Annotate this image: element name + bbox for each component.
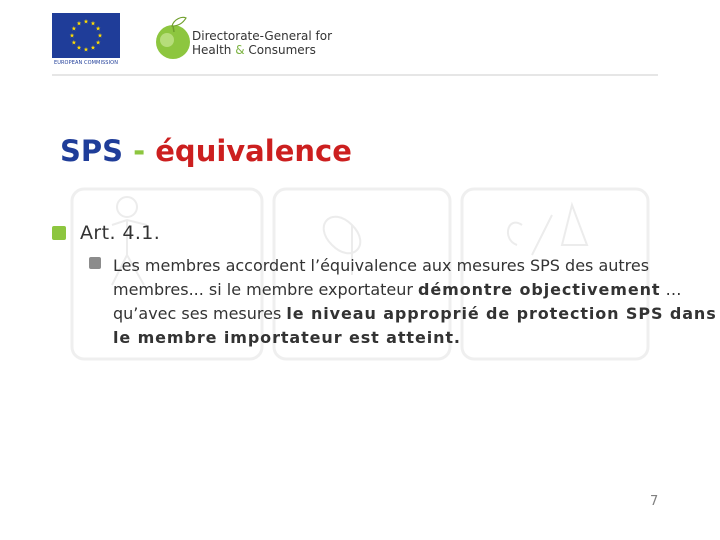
bullet-equivalence-text (113, 254, 718, 350)
bullet-square-icon (52, 226, 66, 240)
dg-logo-consumers: Consumers (248, 43, 316, 57)
text-part2: … qu’avec ses mesures (113, 280, 682, 323)
page-number: 7 (650, 494, 659, 509)
text-part1: Les membres accordent l’équivalence aux mesures SPS des autres membres... si le membre exportateur (113, 256, 650, 299)
slide-title (60, 134, 352, 168)
sub-bullet-square-icon (89, 257, 101, 269)
green-apple-leaf-icon (152, 14, 194, 62)
european-commission-logo (52, 13, 120, 67)
eu-logo-caption: EUROPEAN COMMISSION (53, 60, 119, 66)
title-sps: SPS (60, 134, 124, 168)
text-bold-niveau: le niveau approprié de protection SPS dans le membre importateur est atteint (113, 304, 717, 347)
dg-logo-line2 (192, 43, 332, 57)
title-equivalence: équivalence (155, 134, 352, 168)
dg-logo-ampersand: & (235, 43, 245, 57)
dg-health-consumers-logo (152, 14, 352, 64)
dg-logo-line1: Directorate-General for (192, 29, 333, 43)
title-dash: - (123, 134, 156, 168)
dg-logo-text (192, 29, 332, 57)
header-divider (52, 74, 658, 76)
text-bold-demontre: démontre objectivement (418, 280, 661, 299)
dg-logo-health: Health (192, 43, 232, 57)
eu-flag-icon (52, 13, 120, 58)
bullet-article-reference: Art. 4.1. (80, 222, 161, 244)
text-end: . (453, 328, 461, 347)
